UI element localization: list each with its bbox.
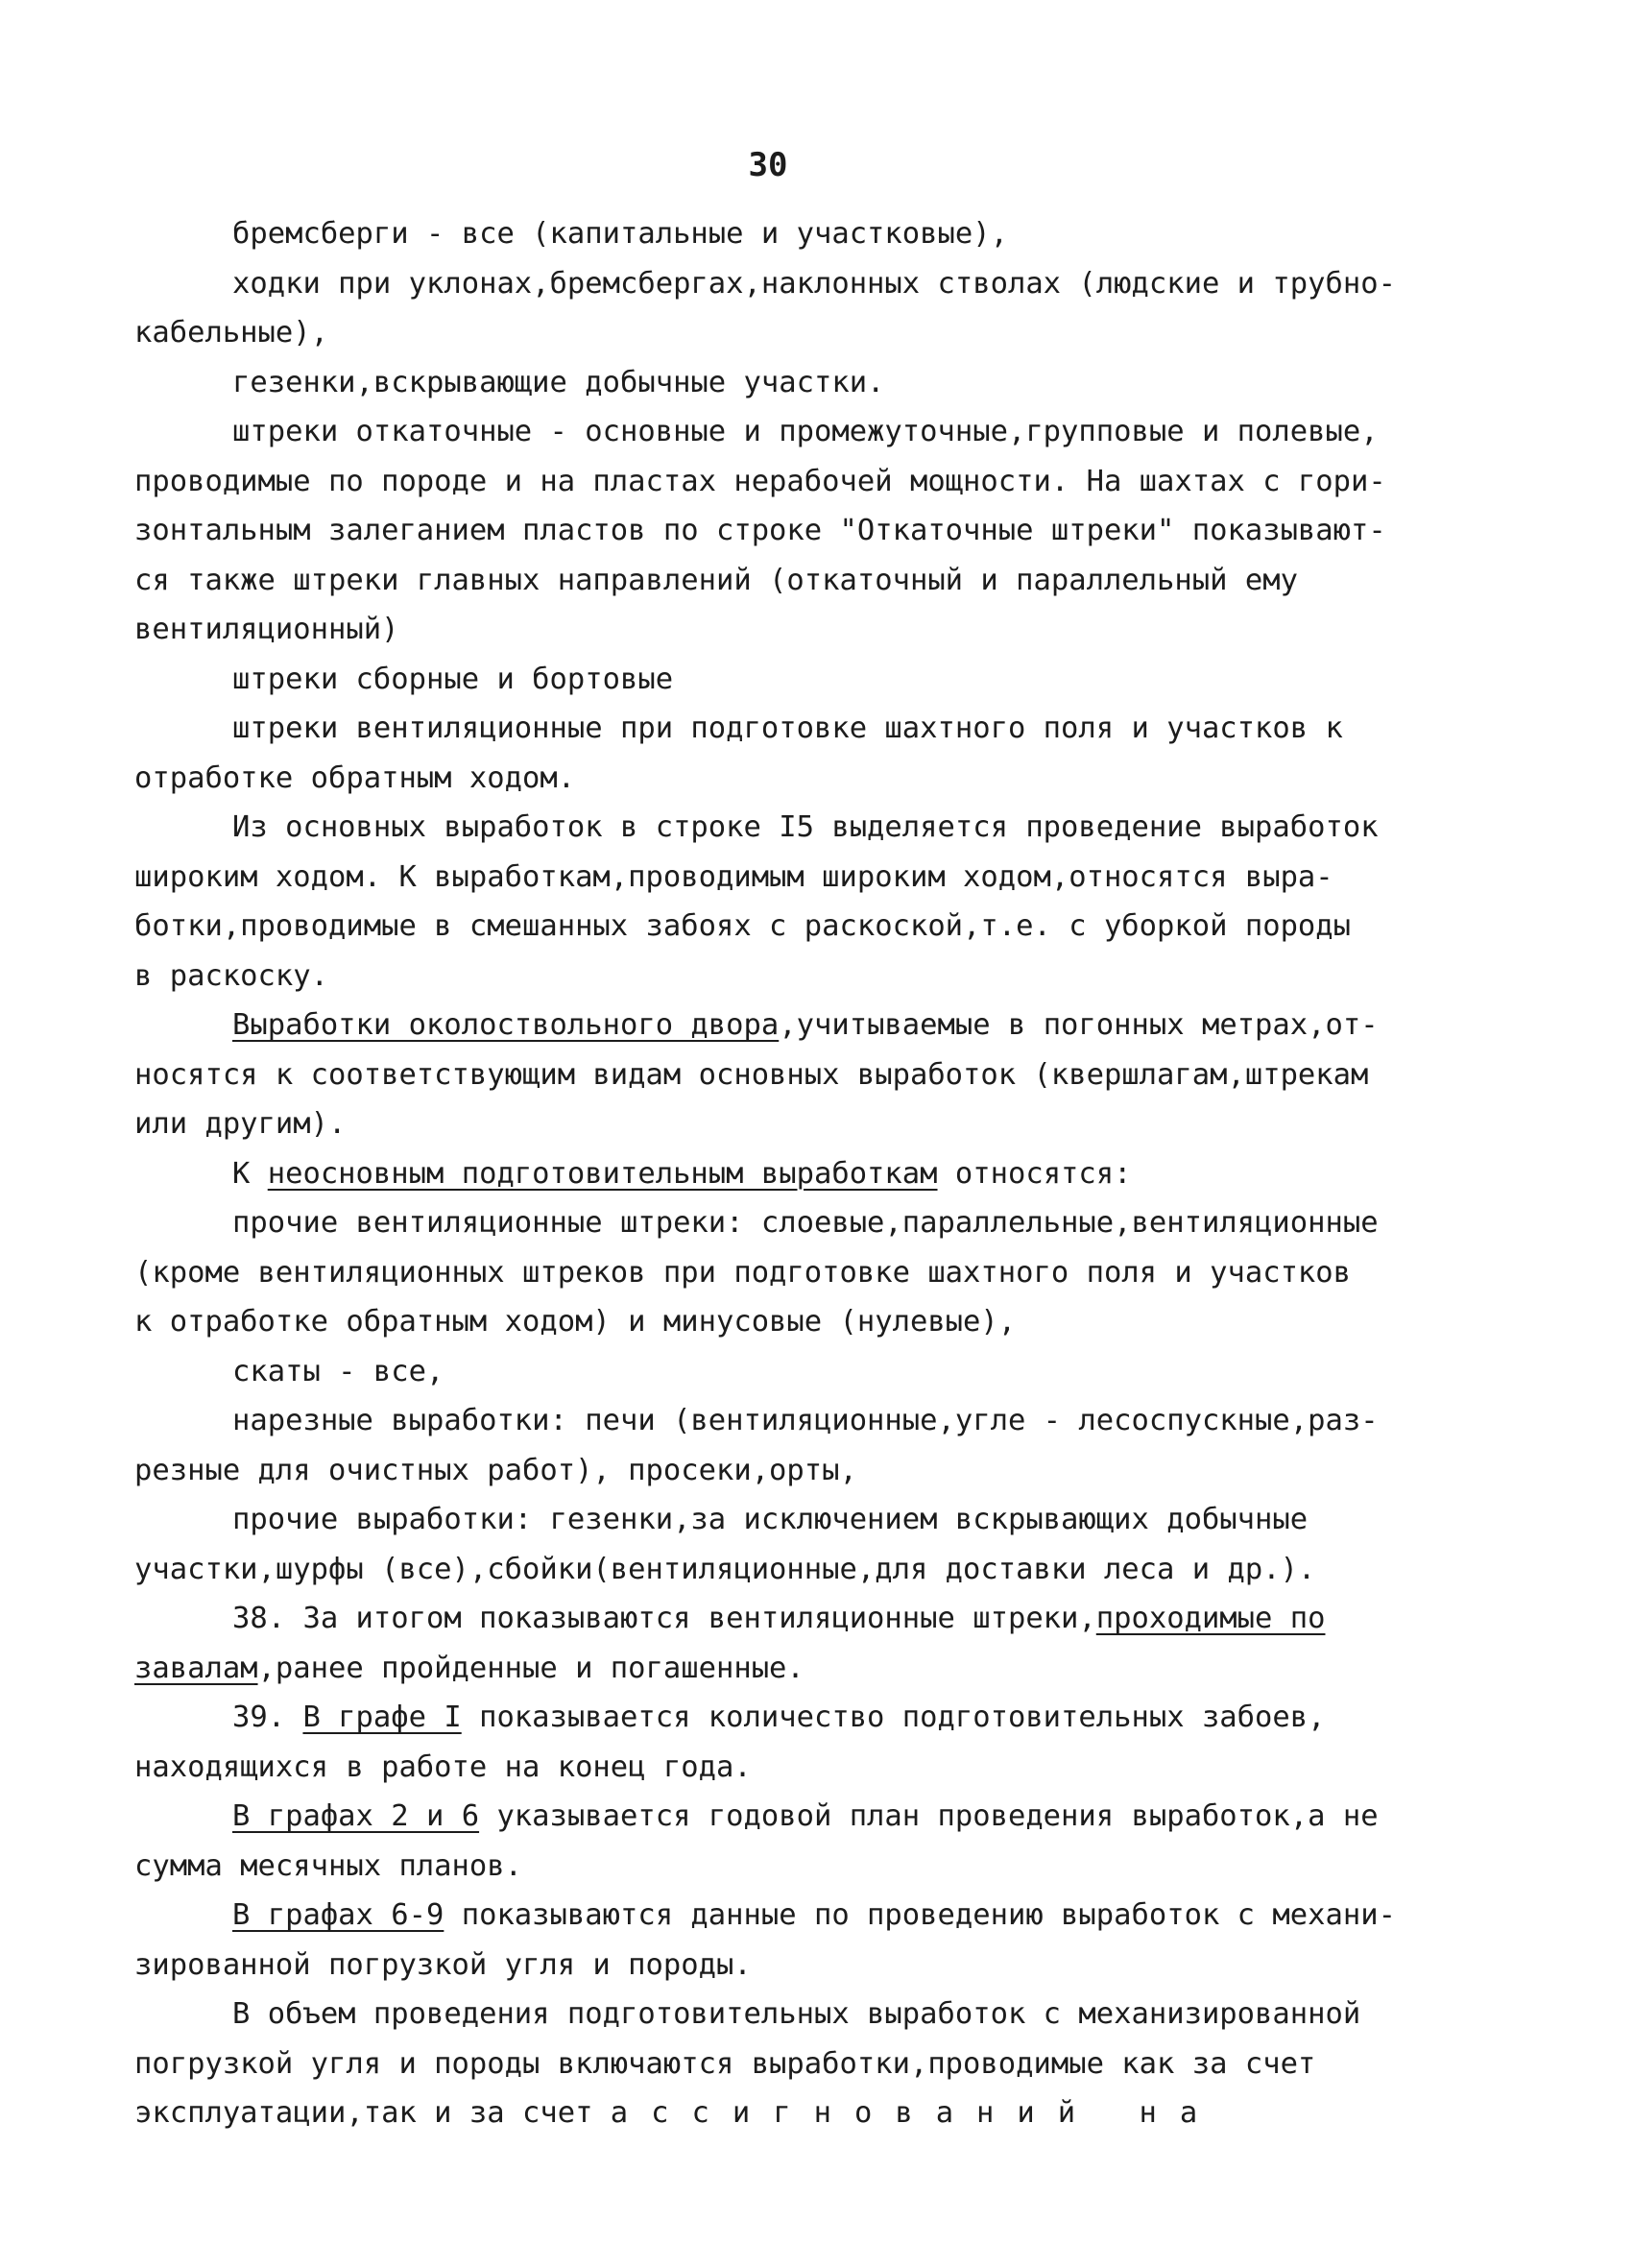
- text-fragment: эксплуатации,так и за счет: [134, 2096, 611, 2130]
- text-fragment: ,учитываемые в погонных метрах,от-: [779, 1008, 1379, 1042]
- text-line: [134, 1891, 1555, 1941]
- text-line: В объем проведения подготовительных выработок с механизированной: [232, 1997, 1361, 2031]
- text-line: [134, 1693, 1555, 1743]
- text-line: нарезные выработки: печи (вентиляционные,угле - лесоспускные,раз-: [232, 1404, 1379, 1437]
- text-line: штреки откаточные - основные и промежуточные,групповые и полевые,: [232, 415, 1379, 448]
- text-fragment: относятся:: [937, 1156, 1132, 1191]
- text-line: находящихся в работе на конец года.: [134, 1749, 752, 1784]
- text-fragment: показывается количество подготовительных забоев,: [461, 1701, 1326, 1734]
- text-line: широким ходом. К выработкам,проводимым широким ходом,относятся выра-: [134, 859, 1333, 894]
- underlined-term: неосновным подготовительным выработкам: [267, 1156, 938, 1191]
- text-line: [134, 2088, 1555, 2138]
- text-line: погрузкой угля и породы включаются выработки,проводимые как за счет: [134, 2046, 1316, 2081]
- text-fragment: К: [232, 1156, 268, 1191]
- text-line: [134, 1001, 1555, 1050]
- text-fragment: 39.: [232, 1701, 303, 1734]
- text-line: участки,шурфы (все),сбойки(вентиляционные,для доставки леса и др.).: [134, 1552, 1316, 1586]
- text-line: [134, 1594, 1555, 1644]
- underlined-term: Выработки околоствольного двора: [232, 1008, 780, 1042]
- text-line: скаты - все,: [232, 1354, 444, 1388]
- text-line: прочие вентиляционные штреки: слоевые,параллельные,вентиляционные: [232, 1206, 1379, 1240]
- underlined-term: проходимые по: [1095, 1602, 1326, 1635]
- text-line: кабельные),: [134, 316, 328, 350]
- text-line: к отработке обратным ходом) и минусовые (нулевые),: [134, 1305, 1017, 1339]
- text-line: сумма месячных планов.: [134, 1848, 522, 1883]
- text-line: резные для очистных работ), просеки,орты,: [134, 1453, 857, 1487]
- text-line: прочие выработки: гезенки,за исключением вскрывающих добычные: [232, 1503, 1309, 1536]
- text-line: штреки вентиляционные при подготовке шахтного поля и участков к: [232, 712, 1343, 745]
- text-line: [134, 1644, 1555, 1694]
- underlined-term: завалам: [134, 1651, 258, 1685]
- body-text: [134, 209, 1555, 2138]
- text-line: проводимые по породе и на пластах нерабочей мощности. На шахтах с гори-: [134, 464, 1386, 498]
- text-fragment: 38. За итогом показываются вентиляционные штреки,: [232, 1602, 1096, 1635]
- text-line: [134, 1792, 1555, 1842]
- text-fragment: показываются данные по проведению выработок с механи-: [444, 1898, 1396, 1932]
- text-line: бремсберги - все (капитальные и участковые),: [232, 217, 1008, 251]
- text-fragment: указывается годовой план проведения выработок,а не: [479, 1799, 1379, 1833]
- text-line: отработке обратным ходом.: [134, 760, 576, 795]
- text-line: в раскоску.: [134, 958, 328, 993]
- text-line: носятся к соответствующим видам основных выработок (квершлагам,штрекам: [134, 1057, 1369, 1092]
- text-line: [134, 1149, 1555, 1199]
- text-line: ся также штреки главных направлений (откаточный и параллельный ему: [134, 563, 1298, 597]
- text-line: (кроме вентиляционных штреков при подготовке шахтного поля и участков: [134, 1255, 1352, 1290]
- text-line: штреки сборные и бортовые: [232, 662, 674, 696]
- text-line: или другим).: [134, 1107, 347, 1141]
- text-line: вентиляционный): [134, 613, 399, 646]
- text-line: Из основных выработок в строке I5 выделяется проведение выработок: [232, 810, 1379, 844]
- text-line: зонтальным залеганием пластов по строке "Откаточные штреки" показывают-: [134, 514, 1386, 547]
- text-line: зированной погрузкой угля и породы.: [134, 1947, 752, 1982]
- underlined-term: В графе I: [302, 1701, 462, 1734]
- spaced-text: ассигнований на: [610, 2096, 1221, 2130]
- page-number: 30: [748, 146, 788, 184]
- text-line: ботки,проводимые в смешанных забоях с раскоской,т.е. с уборкой породы: [134, 909, 1352, 943]
- text-line: ходки при уклонах,бремсбергах,наклонных стволах (людские и трубно-: [232, 266, 1396, 301]
- underlined-term: В графах 2 и 6: [232, 1799, 480, 1833]
- text-line: гезенки,вскрывающие добычные участки.: [232, 365, 885, 399]
- underlined-term: В графах 6-9: [232, 1898, 444, 1932]
- text-fragment: ,ранее пройденные и погашенные.: [257, 1651, 804, 1685]
